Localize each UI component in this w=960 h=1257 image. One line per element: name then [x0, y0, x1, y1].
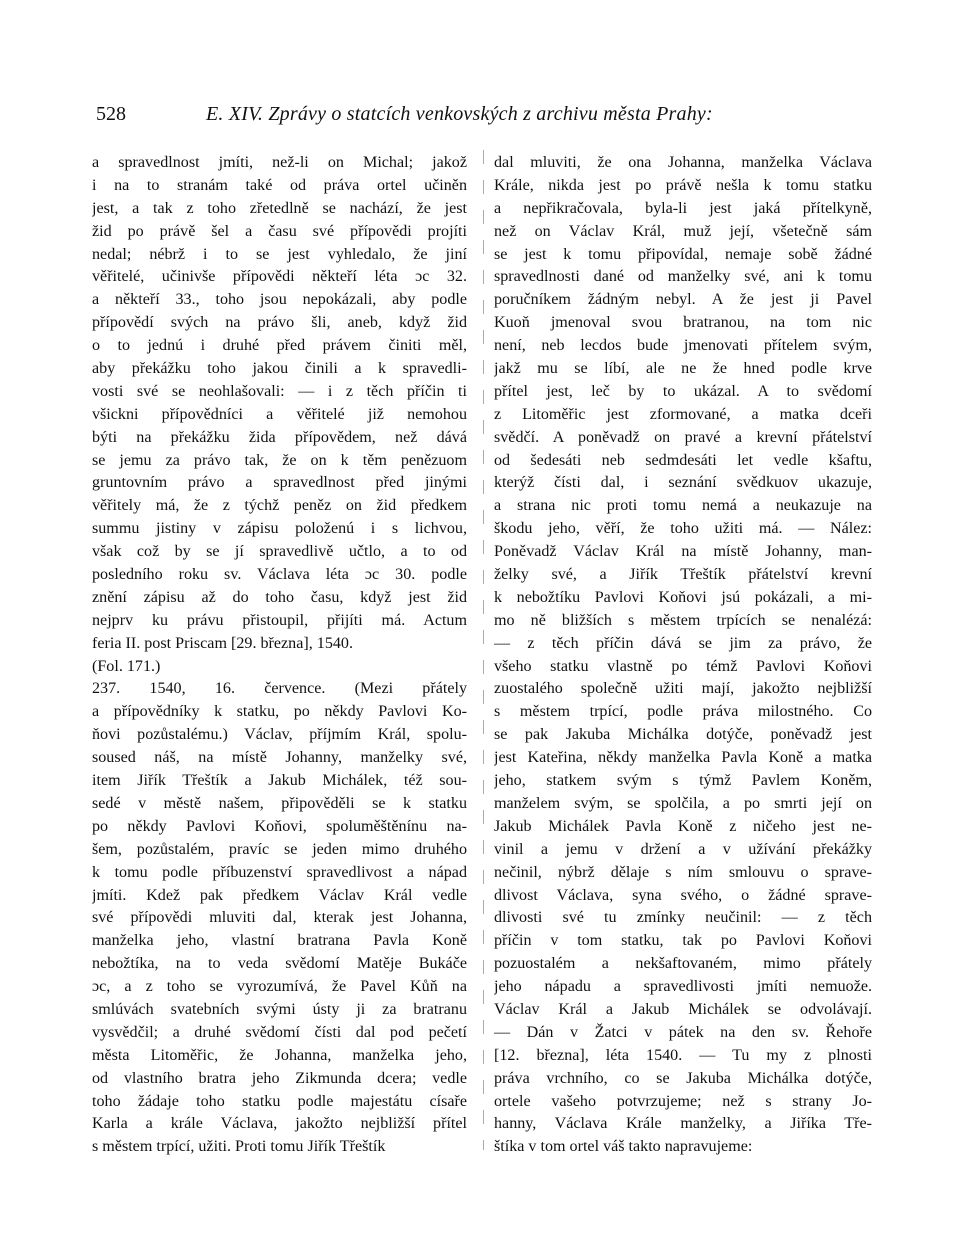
text-line: jmíti. Kdež pak předkem Václav Král vedle: [92, 886, 467, 904]
text-line: toho žádaje toho statku podle majestátu císaře: [92, 1092, 467, 1110]
text-line: Kuoň jmenoval svou bratranou, na tom nic: [494, 314, 872, 332]
text-line: jeho, statkem svým s týmž Pavlem Koněm,: [494, 772, 872, 790]
text-line: (Fol. 171.): [92, 657, 161, 675]
text-line: želky své, a Jiřík Třeštík přátelství krevní: [494, 566, 872, 584]
text-line: dlivosti své tu zmínky neučinil: — z těch: [494, 909, 872, 927]
text-line: však což by se jí spravedlivě učtlo, a to od: [92, 543, 467, 561]
text-line: s městem trpící, užiti. Proti tomu Jiřík Třeštík: [92, 1138, 386, 1156]
text-line: summu jistiny v zápisu položenú i s lichvou,: [92, 520, 467, 538]
text-line: věřitelé, učinivše přípovědi někteří léta ɔc 32.: [92, 268, 467, 286]
text-line: — z těch příčin dává se jim za právo, že: [494, 634, 872, 652]
text-line: jeho nápadu a spravedlivosti jmíti nemuože.: [494, 978, 872, 996]
text-line: se jemu za právo tak, že on k těm penězuom: [92, 451, 467, 469]
text-line: pozuostalém a nekšaftovaném, mimo přátely: [494, 955, 872, 973]
text-line: Karla a krále Václava, jakožto nejbližší přítel: [92, 1115, 467, 1133]
text-line: smlúvách svatebních svými ústy ji za bratranu: [92, 1000, 467, 1018]
text-line: feria II. post Priscam [29. března], 1540.: [92, 634, 353, 652]
text-line: kterýž čísti dal, i seznání svědkuov ukazuje,: [494, 474, 872, 492]
text-line: a spravedlnost jmíti, než-li on Michal; jakož: [92, 154, 467, 171]
text-line: sedé v městě našem, připověděli se k statku: [92, 794, 467, 812]
text-line: všickni přípovědníci a věřitelé již nemohou: [92, 405, 467, 423]
text-line: gruntovním právo a spravedlnost před jinými: [92, 474, 467, 492]
text-line: manželem svým, se spolčila, a po smrti její on: [494, 794, 872, 812]
text-line: jakž mu se líbí, ale ne že hned podle krve: [494, 360, 872, 378]
text-line: vysvědčil; a druhé svědomí čísti dal pod pečetí: [92, 1023, 467, 1041]
text-line: svědčí. A poněvadž on pravé a krevní přátelství: [494, 428, 872, 446]
text-line: všeho statku vlastně po témž Pavlovi Koňovi: [494, 657, 872, 675]
text-line: po někdy Pavlovi Koňovi, spoluměštěnínu na-: [92, 817, 467, 835]
text-line: přípovědí svých na právo šli, aneb, když žid: [92, 314, 467, 332]
text-line: Jakub Michálek Pavla Koně z ničeho jest ne-: [494, 817, 872, 835]
text-line: k nebožtíku Pavlovi Koňovi jsú pokázali, a mi-: [494, 588, 872, 606]
text-line: zuostalého společně užiti mají, jakožto nejbližší: [494, 680, 872, 698]
text-line: posledního roku sv. Václava léta ɔc 30. podle: [92, 566, 467, 584]
text-line: jest Kateřina, někdy manželka Pavla Koně a matka: [494, 749, 872, 767]
text-line: škodu jeho, věří, že toho užiti má. — Nález:: [494, 520, 872, 538]
text-line: ňovi pozůstalému.) Václav, příjmím Král, spolu-: [92, 726, 467, 744]
text-line: ortele vašeho potvrzujeme; než s strany Jo-: [494, 1092, 872, 1110]
text-line: manželka jeho, vlastní bratrana Pavla Koně: [92, 932, 467, 950]
text-line: není, neb lecdos bude jmenovati přítelem svým,: [494, 337, 872, 355]
text-line: Krále, nikda jest po právě nešla k tomu statku: [494, 176, 872, 194]
text-line: dlivost Václava, syna svého, o žádné sprave-: [494, 886, 872, 904]
text-line: a nepřikračovala, byla-li jest jaká přítelkyně,: [494, 199, 872, 217]
text-line: soused náš, na místě Johanny, manželky své,: [92, 749, 467, 767]
text-line: o to jednú i druhé před právem činiti měl,: [92, 337, 467, 355]
text-line: znění zápisu až do toho času, když jest žid: [92, 588, 467, 606]
text-line: Václav Král a Jakub Michálek se odvolávají.: [494, 1000, 872, 1018]
text-line: šem, pozůstalém, pravíc se jeden mimo druhého: [92, 840, 467, 858]
text-line: 237. 1540, 16. července. (Mezi přátely: [92, 680, 467, 698]
text-line: příčin v tom statku, tak po Pavlovi Koňovi: [494, 932, 872, 950]
text-line: [12. března], léta 1540. — Tu my z plnosti: [494, 1046, 872, 1064]
text-line: k tomu podle příbuzenství spravedlivost a nápad: [92, 863, 467, 881]
column-divider: [483, 150, 484, 1150]
text-line: item Jiřík Třeštík a Jakub Michálek, též sou-: [92, 772, 467, 790]
text-line: žid po právě šel a času své přípovědi projíti: [92, 222, 467, 240]
text-line: dal mluviti, že ona Johanna, manželka Václava: [494, 154, 872, 171]
text-line: se jest k tomu připovídal, nemaje sobě žádné: [494, 245, 872, 263]
page-header: [96, 103, 866, 129]
text-line: od vlastního bratra jeho Zikmunda dcera; vedle: [92, 1069, 467, 1087]
running-title: E. XIV. Zprávy o statcích venkovských z archivu města Prahy:: [206, 103, 713, 125]
text-line: práva vrchního, co se Jakuba Michálka dotýče,: [494, 1069, 872, 1087]
text-line: hanny, Václava Krále manželky, a Jiříka Tře-: [494, 1115, 872, 1133]
text-line: i na to stranám také od práva ortel učiněn: [92, 176, 467, 194]
text-line: mo ně bližších s městem trpících se nenalézá:: [494, 611, 872, 629]
text-line: vosti své se neohlašovali: — i z těch příčin ti: [92, 382, 467, 400]
text-line: poručníkem žádným nebyl. A že jest ji Pavel: [494, 291, 872, 309]
text-line: s městem trpící, podle práva milostného. Co: [494, 703, 872, 721]
text-line: aby překážku toho jakou činili a k spravedli-: [92, 360, 467, 378]
text-line: vinil a jemu v držení a v užívání překážky: [494, 840, 872, 858]
text-line: nečinil, nýbrž dělaje s ním smlouvu o sprave-: [494, 863, 872, 881]
text-line: z Litoměřic jest zformované, a matka dceři: [494, 405, 872, 423]
left-text-column: [92, 152, 467, 1159]
text-line: Poněvadž Václav Král na místě Johanny, man-: [494, 543, 872, 561]
right-text-column: [494, 152, 872, 1159]
text-line: se pak Jakuba Michálka dotýče, poněvadž jest: [494, 726, 872, 744]
text-line: nedal; nébrž i to se jest vyhledalo, že jiní: [92, 245, 467, 263]
text-line: věřitely má, že z týchž peněz on žid předkem: [92, 497, 467, 515]
text-line: býti na překážku žida přípovědem, než dává: [92, 428, 467, 446]
text-line: jest, a tak z toho zřetedlně se nachází, že jest: [92, 199, 467, 217]
text-line: a přípovědníky k statku, po někdy Pavlovi Ko-: [92, 703, 467, 721]
text-line: a někteří 33., toho jsou nepokázali, aby podle: [92, 291, 467, 309]
text-line: nejprv ku právu přistoupil, přijíti má. Actum: [92, 611, 467, 629]
text-line: štíka v tom ortel váš takto napravujeme:: [494, 1138, 753, 1156]
text-line: od šedesáti neb sedmdesáti let vedle kšaftu,: [494, 451, 872, 469]
text-line: a strana nic proti tomu nemá a neukazuje na: [494, 497, 872, 515]
text-line: spravedlnosti dané od manželky své, ani k tomu: [494, 268, 872, 286]
text-line: než on Václav Král, muž její, všetečně sám: [494, 222, 872, 240]
text-line: města Litoměřic, že Johanna, manželka jeho,: [92, 1046, 467, 1064]
text-line: nebožtíka, na to veda svědomí Matěje Bukáče: [92, 955, 467, 973]
text-line: své přípovědi mluviti dal, kterak jest Johanna,: [92, 909, 467, 927]
text-line: ɔc, a z toho se vyrozumívá, že Pavel Kůň na: [92, 978, 467, 996]
text-line: přítel jest, leč by to ukázal. A to svědomí: [494, 382, 872, 400]
text-line: — Dán v Žatci v pátek na den sv. Řehoře: [494, 1023, 872, 1041]
page-number: 528: [96, 103, 126, 125]
